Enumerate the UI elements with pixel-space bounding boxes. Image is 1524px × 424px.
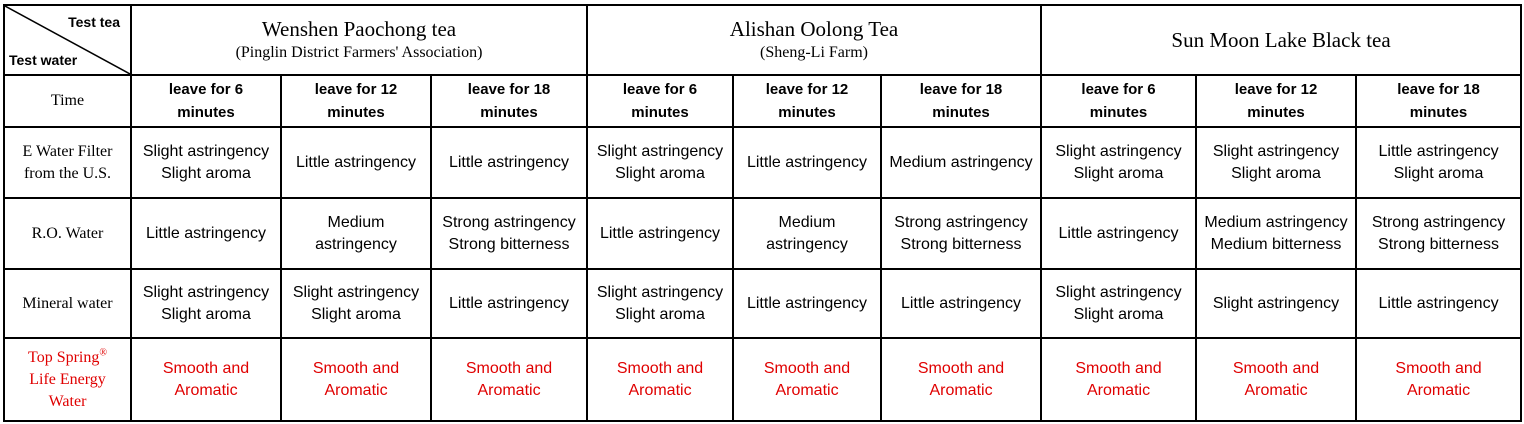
registered-mark: ® <box>99 347 107 359</box>
result-text: Slight aroma <box>161 164 251 182</box>
water-row <box>4 269 1521 338</box>
tea-source: (Pinglin District Farmers' Association) <box>235 44 483 61</box>
time-text: minutes <box>1247 104 1305 121</box>
time-text: leave for 6 <box>168 81 244 98</box>
tea-source: (Sheng-Li Farm) <box>760 44 868 61</box>
result-cell <box>431 127 587 198</box>
result-cell <box>1356 198 1521 269</box>
result-cell <box>733 338 881 421</box>
result-text: Little astringency <box>1378 142 1499 160</box>
result-text: Little astringency <box>746 294 868 312</box>
result-text: Smooth and <box>763 359 851 377</box>
time-text: leave for 18 <box>919 81 1003 98</box>
time-cell <box>1041 75 1196 127</box>
result-cell <box>131 338 281 421</box>
row-label <box>4 198 131 269</box>
result-text: Medium astringency <box>889 153 1033 171</box>
row-label-time <box>4 75 131 127</box>
result-text: Slight astringency <box>596 283 724 301</box>
result-cell <box>131 127 281 198</box>
result-cell <box>881 198 1041 269</box>
time-text: minutes <box>778 104 836 121</box>
result-text: Medium astringency <box>1204 213 1348 231</box>
tea-name: Wenshen Paochong tea <box>261 17 457 41</box>
result-text: Aromatic <box>477 381 541 399</box>
result-cell <box>431 269 587 338</box>
result-text: Little astringency <box>295 153 417 171</box>
result-text: Aromatic <box>929 381 993 399</box>
result-cell <box>881 269 1041 338</box>
time-text: leave for 18 <box>467 81 551 98</box>
result-text: Slight astringency <box>1055 142 1182 160</box>
time-cell <box>1196 75 1356 127</box>
corner-test-tea-label: Test tea <box>68 14 120 30</box>
result-cell <box>1041 269 1196 338</box>
result-cell <box>1196 127 1356 198</box>
result-text: Medium bitterness <box>1210 235 1342 253</box>
result-text: Slight aroma <box>615 164 705 182</box>
result-text: Slight aroma <box>615 305 705 323</box>
result-text: Smooth and <box>1395 359 1482 377</box>
result-text: Little astringency <box>145 224 267 242</box>
result-text: Slight astringency <box>1212 142 1340 160</box>
time-text: minutes <box>327 104 385 121</box>
time-text: minutes <box>1089 104 1148 121</box>
result-text: Medium <box>778 213 836 231</box>
result-text: Slight aroma <box>1231 164 1321 182</box>
row-label-text: Life Energy <box>29 370 106 388</box>
result-text: Little astringency <box>448 294 570 312</box>
corner-cell <box>4 5 131 75</box>
result-text: Slight aroma <box>1073 164 1164 182</box>
result-cell <box>1196 269 1356 338</box>
result-cell <box>1196 198 1356 269</box>
result-text: Slight aroma <box>1073 305 1164 323</box>
row-label-text: Time <box>50 92 85 109</box>
result-text: Slight astringency <box>142 142 270 160</box>
result-text: Smooth and <box>616 359 704 377</box>
row-label-text: Mineral water <box>22 294 113 312</box>
result-text: Aromatic <box>1244 381 1308 399</box>
result-cell <box>733 198 881 269</box>
header-row <box>4 5 1521 75</box>
row-label-text: E Water Filter <box>22 142 113 160</box>
time-cell <box>281 75 431 127</box>
result-text: Smooth and <box>917 359 1005 377</box>
row-label-text: from the U.S. <box>23 164 112 182</box>
tea-header-sun-moon-lake <box>1041 5 1521 75</box>
result-text: Strong bitterness <box>1378 235 1499 253</box>
result-text: Medium <box>327 213 385 231</box>
result-text: Aromatic <box>628 381 692 399</box>
result-cell <box>281 198 431 269</box>
time-row <box>4 75 1521 127</box>
result-cell <box>1041 198 1196 269</box>
result-text: Strong bitterness <box>448 235 570 253</box>
result-text: astringency <box>766 235 848 253</box>
result-text: Strong astringency <box>1371 213 1506 231</box>
result-text: Slight aroma <box>311 305 401 323</box>
result-text: Slight aroma <box>1393 164 1484 182</box>
result-text: Aromatic <box>174 381 238 399</box>
result-cell <box>1041 338 1196 421</box>
result-text: Slight astringency <box>142 283 270 301</box>
time-text: minutes <box>480 104 538 121</box>
row-label <box>4 338 131 421</box>
time-text: minutes <box>177 104 235 121</box>
result-cell <box>733 269 881 338</box>
tea-header-alishan <box>587 5 1041 75</box>
result-text: Smooth and <box>162 359 250 377</box>
result-text: Little astringency <box>448 153 570 171</box>
result-cell <box>587 338 733 421</box>
water-row <box>4 338 1521 421</box>
result-text: Little astringency <box>1378 294 1499 312</box>
tea-comparison-table <box>3 4 1522 422</box>
result-cell <box>131 269 281 338</box>
time-cell <box>733 75 881 127</box>
row-label-text: R.O. Water <box>31 224 104 242</box>
row-label-text: Top Spring® <box>28 347 107 366</box>
time-cell <box>431 75 587 127</box>
row-label <box>4 269 131 338</box>
time-text: leave for 12 <box>765 81 849 98</box>
time-text: leave for 6 <box>1081 81 1156 98</box>
result-text: Slight astringency <box>1212 294 1340 312</box>
result-cell <box>733 127 881 198</box>
result-cell <box>587 198 733 269</box>
result-text: Smooth and <box>312 359 400 377</box>
result-text: Smooth and <box>1075 359 1162 377</box>
corner-test-water-label: Test water <box>9 52 78 68</box>
row-label <box>4 127 131 198</box>
result-text: Little astringency <box>1058 224 1179 242</box>
result-cell <box>881 338 1041 421</box>
result-text: Aromatic <box>1086 381 1151 399</box>
result-text: Little astringency <box>900 294 1022 312</box>
result-cell <box>1196 338 1356 421</box>
result-text: Smooth and <box>1232 359 1320 377</box>
row-label-text: Water <box>48 392 87 410</box>
water-row <box>4 127 1521 198</box>
time-text: minutes <box>1409 104 1468 121</box>
time-text: minutes <box>631 104 689 121</box>
result-cell <box>431 338 587 421</box>
tea-name: Sun Moon Lake Black tea <box>1171 28 1391 52</box>
result-text: Little astringency <box>599 224 721 242</box>
result-cell <box>281 127 431 198</box>
result-text: astringency <box>315 235 397 253</box>
time-cell <box>587 75 733 127</box>
result-text: Slight astringency <box>1055 283 1182 301</box>
tea-header-wenshen <box>131 5 587 75</box>
result-text: Smooth and <box>465 359 553 377</box>
result-cell <box>281 269 431 338</box>
result-text: Aromatic <box>324 381 388 399</box>
result-text: Slight astringency <box>596 142 724 160</box>
time-text: leave for 6 <box>622 81 698 98</box>
time-text: leave for 12 <box>314 81 398 98</box>
result-text: Strong astringency <box>442 213 576 231</box>
time-text: leave for 12 <box>1234 81 1318 98</box>
water-row <box>4 198 1521 269</box>
time-cell <box>1356 75 1521 127</box>
time-cell <box>131 75 281 127</box>
result-cell <box>881 127 1041 198</box>
result-cell <box>587 269 733 338</box>
time-text: minutes <box>932 104 990 121</box>
result-cell <box>131 198 281 269</box>
result-cell <box>1356 127 1521 198</box>
time-text: leave for 18 <box>1397 81 1480 98</box>
result-cell <box>1356 269 1521 338</box>
result-text: Slight aroma <box>161 305 251 323</box>
result-text: Little astringency <box>746 153 868 171</box>
table-body <box>4 5 1521 421</box>
result-text: Slight astringency <box>292 283 420 301</box>
result-text: Strong astringency <box>894 213 1028 231</box>
result-cell <box>587 127 733 198</box>
result-cell <box>1041 127 1196 198</box>
result-cell <box>431 198 587 269</box>
result-text: Aromatic <box>1406 381 1471 399</box>
result-cell <box>1356 338 1521 421</box>
result-text: Strong bitterness <box>900 235 1022 253</box>
result-text: Aromatic <box>775 381 839 399</box>
result-cell <box>281 338 431 421</box>
tea-name: Alishan Oolong Tea <box>729 17 899 41</box>
time-cell <box>881 75 1041 127</box>
